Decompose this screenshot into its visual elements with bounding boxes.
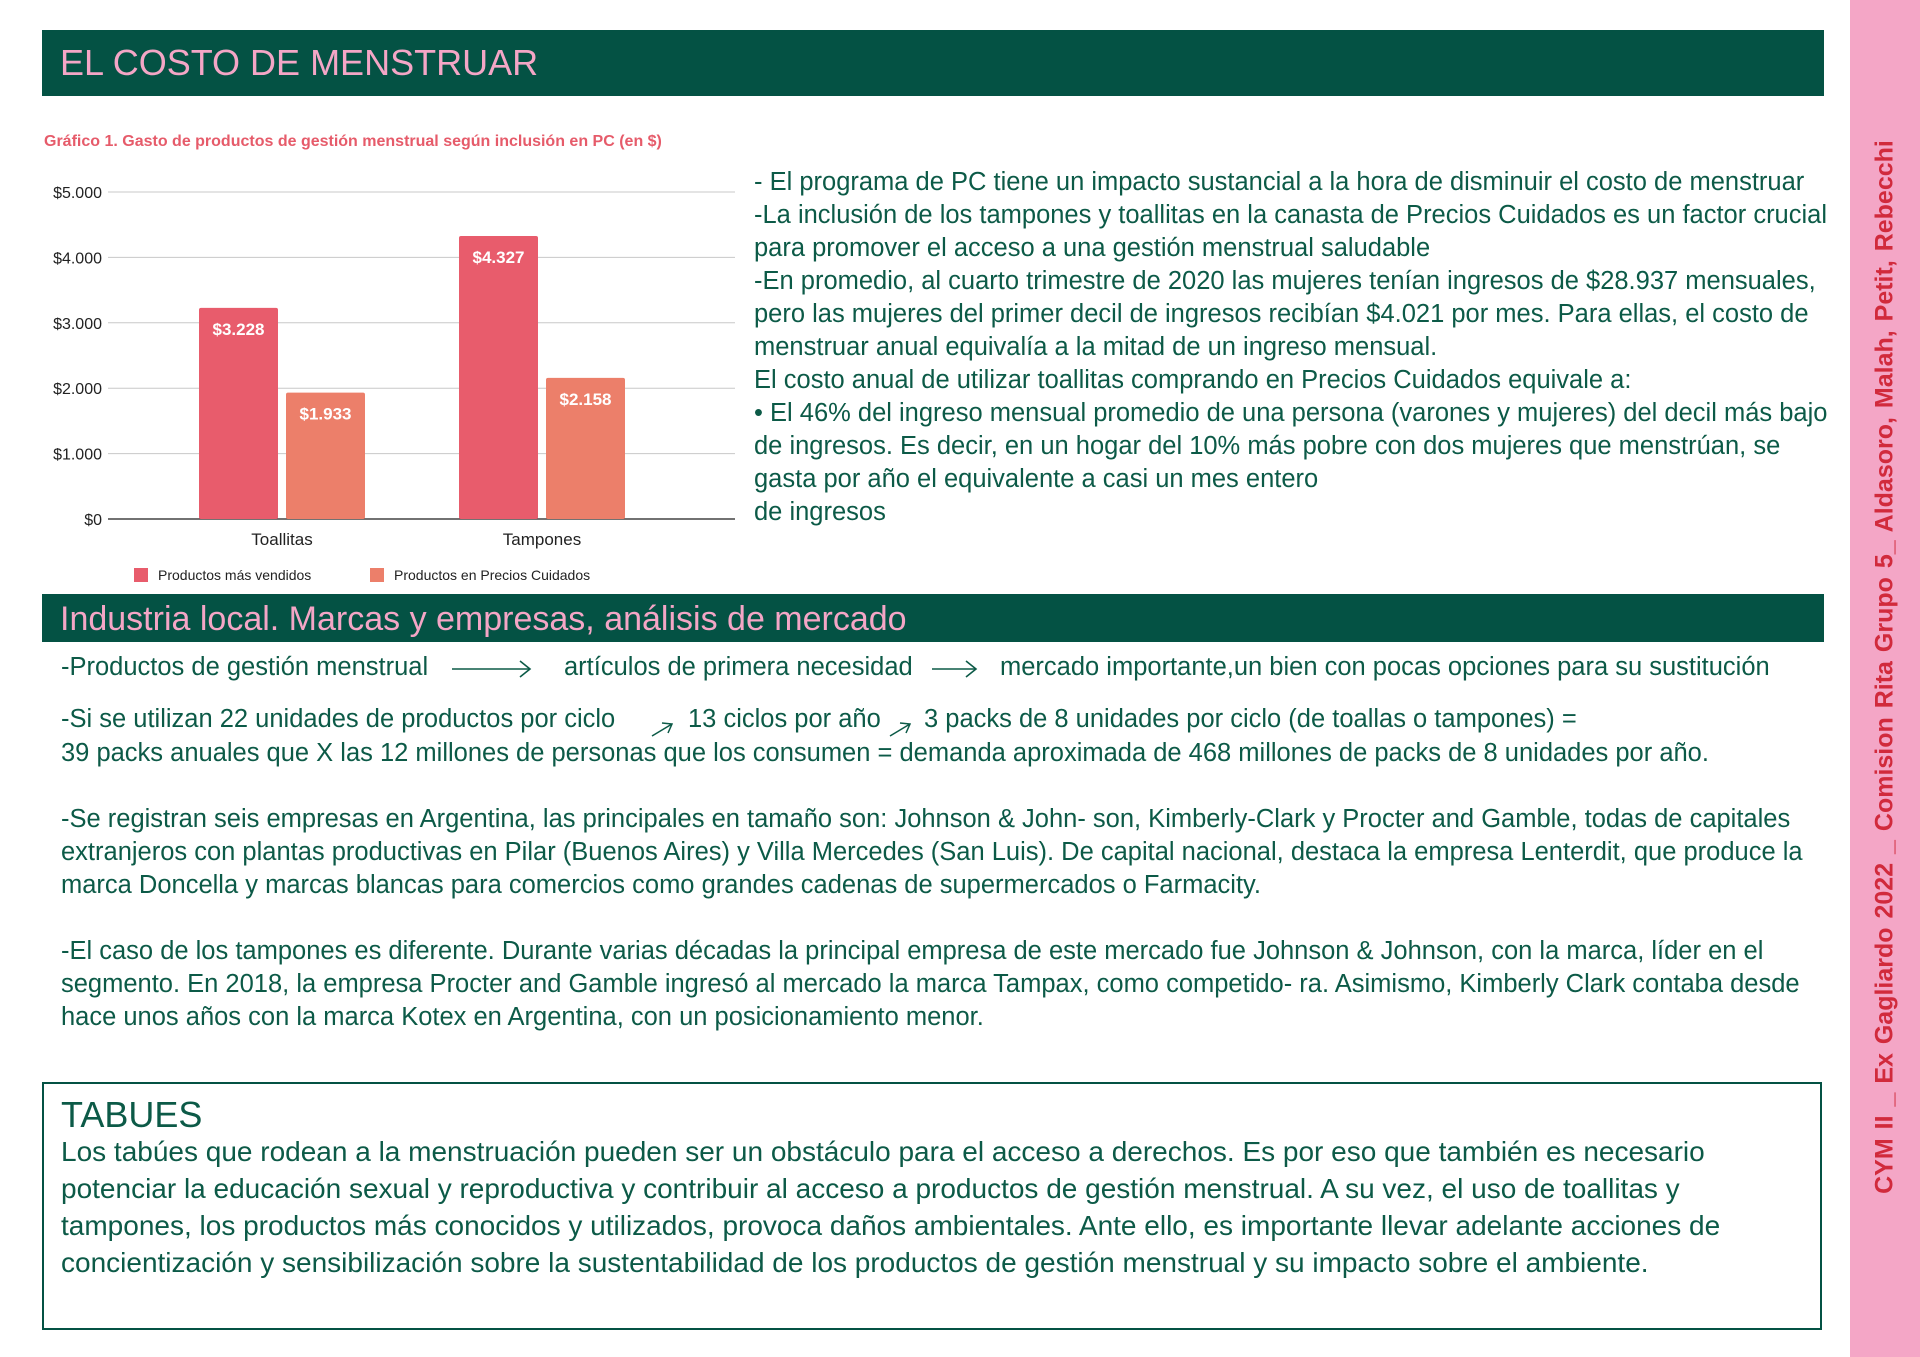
calc-item: -Si se utilizan 22 unidades de productos por ciclo <box>61 705 616 733</box>
side-strip <box>1850 0 1920 1357</box>
side-credits: CYM II _ Ex Gagliardo 2022 _ Comision Rita Grupo 5_ Aldasoro, Malah, Petit, Rebecchi <box>1870 140 1899 1194</box>
bar-chart <box>30 170 750 590</box>
arrow-right-icon <box>452 657 534 681</box>
summary-line: El costo anual de utilizar toallitas comprando en Precios Cuidados equivale a: <box>754 366 1632 394</box>
summary-line: • El 46% del ingreso mensual promedio de una persona (varones y mujeres) del decil más bajo de ingresos. Es decir, en un hogar del 10% más pobre con dos mujeres que menstrúan, se gasta por año el equivalente a casi un mes entero <box>754 399 1828 493</box>
legend-label: Productos más vendidos <box>158 567 312 583</box>
y-tick-label: $1.000 <box>53 446 102 464</box>
tabues-box <box>42 1082 1822 1330</box>
section-title: Industria local. Marcas y empresas, análisis de mercado <box>60 600 907 638</box>
calc-item: 3 packs de 8 unidades por ciclo (de toallas o tampones) = <box>924 705 1577 733</box>
legend-swatch <box>370 568 384 582</box>
y-tick-label: $5.000 <box>53 185 102 202</box>
y-tick-label: $4.000 <box>53 250 102 268</box>
y-tick-label: $3.000 <box>53 315 102 333</box>
flow-item: artículos de primera necesidad <box>564 653 913 681</box>
calc-item: 13 ciclos por año <box>688 705 881 733</box>
bar-value-label: $3.228 <box>212 319 265 339</box>
bar <box>199 308 278 519</box>
summary-line: de ingresos <box>754 498 886 526</box>
y-tick-label: $2.000 <box>53 381 102 399</box>
companies-paragraph: -Se registran seis empresas en Argentina, las principales en tamaño son: Johnson & John- son, Kimberly-Clark y Procter and Gamble, todas de capitales extranjeros con plantas productivas en Pilar (Buenos Aires) y Villa Mercedes (San Luis). De capital nacional, destaca la empresa Lenterdit, que produce la marca Doncella y marcas blancas para comercios como grandes cadenas de supermercados o Farmacity. <box>61 805 1803 899</box>
bar-value-label: $1.933 <box>299 404 352 424</box>
x-tick-label: Tampones <box>502 530 582 549</box>
page-title: EL COSTO DE MENSTRUAR <box>60 42 539 83</box>
legend-swatch <box>134 568 148 582</box>
x-tick-label: Toallitas <box>251 530 313 549</box>
demand-line: 39 packs anuales que X las 12 millones de personas que los consumen = demanda aproximada de 468 millones de packs de 8 unidades por año. <box>61 739 1709 767</box>
header-band <box>42 30 1824 96</box>
y-tick-label: $0 <box>84 512 102 529</box>
tampons-paragraph: -El caso de los tampones es diferente. Durante varias décadas la principal empresa de este mercado fue Johnson & Johnson, con la marca, líder en el segmento. En 2018, la empresa Procter and Gamble ingresó al mercado la marca Tampax, como competido- ra. Asimismo, Kimberly Clark contaba desde hace unos años con la marca Kotex en Argentina, con un posicionamiento menor. <box>61 937 1800 1031</box>
flow-item: mercado importante,un bien con pocas opciones para su sustitución <box>1000 653 1770 681</box>
flow-item: -Productos de gestión menstrual <box>61 653 429 681</box>
arrow-right-icon <box>932 657 980 681</box>
bar-value-label: $4.327 <box>472 248 525 268</box>
tabues-title: TABUES <box>61 1094 203 1135</box>
summary-line: -En promedio, al cuarto trimestre de 2020 las mujeres tenían ingresos de $28.937 mensuales, pero las mujeres del primer decil de ingresos recibían $4.021 por mes. Para ellas, el costo de menstruar anual equivalía a la mitad de un ingreso mensual. <box>754 267 1816 361</box>
section-band <box>42 594 1824 642</box>
bar-value-label: $2.158 <box>559 389 612 409</box>
summary-line: - El programa de PC tiene un impacto sustancial a la hora de disminuir el costo de menstruar <box>754 168 1805 196</box>
cost-summary <box>754 166 1834 529</box>
tabues-body: Los tabúes que rodean a la menstruación pueden ser un obstáculo para el acceso a derechos. Es por eso que también es necesario potenciar la educación sexual y reproductiva y contribuir al acceso a productos de gestión menstrual. A su vez, el uso de toallitas y tampones, los productos más conocidos y utilizados, provoca daños ambientales. Ante ello, es importante llevar adelante acciones de concientización y sensibilización sobre la sustentabilidad de los productos de gestión menstrual y su impacto sobre el ambiente. <box>61 1136 1721 1278</box>
chart-title: Gráfico 1. Gasto de productos de gestión menstrual según inclusión en PC (en $) <box>44 133 662 150</box>
summary-line: -La inclusión de los tampones y toallitas en la canasta de Precios Cuidados es un factor crucial para promover el acceso a una gestión menstrual saludable <box>754 201 1828 262</box>
market-paragraphs <box>61 737 1841 1034</box>
bar <box>459 236 538 519</box>
legend-label: Productos en Precios Cuidados <box>394 567 591 583</box>
